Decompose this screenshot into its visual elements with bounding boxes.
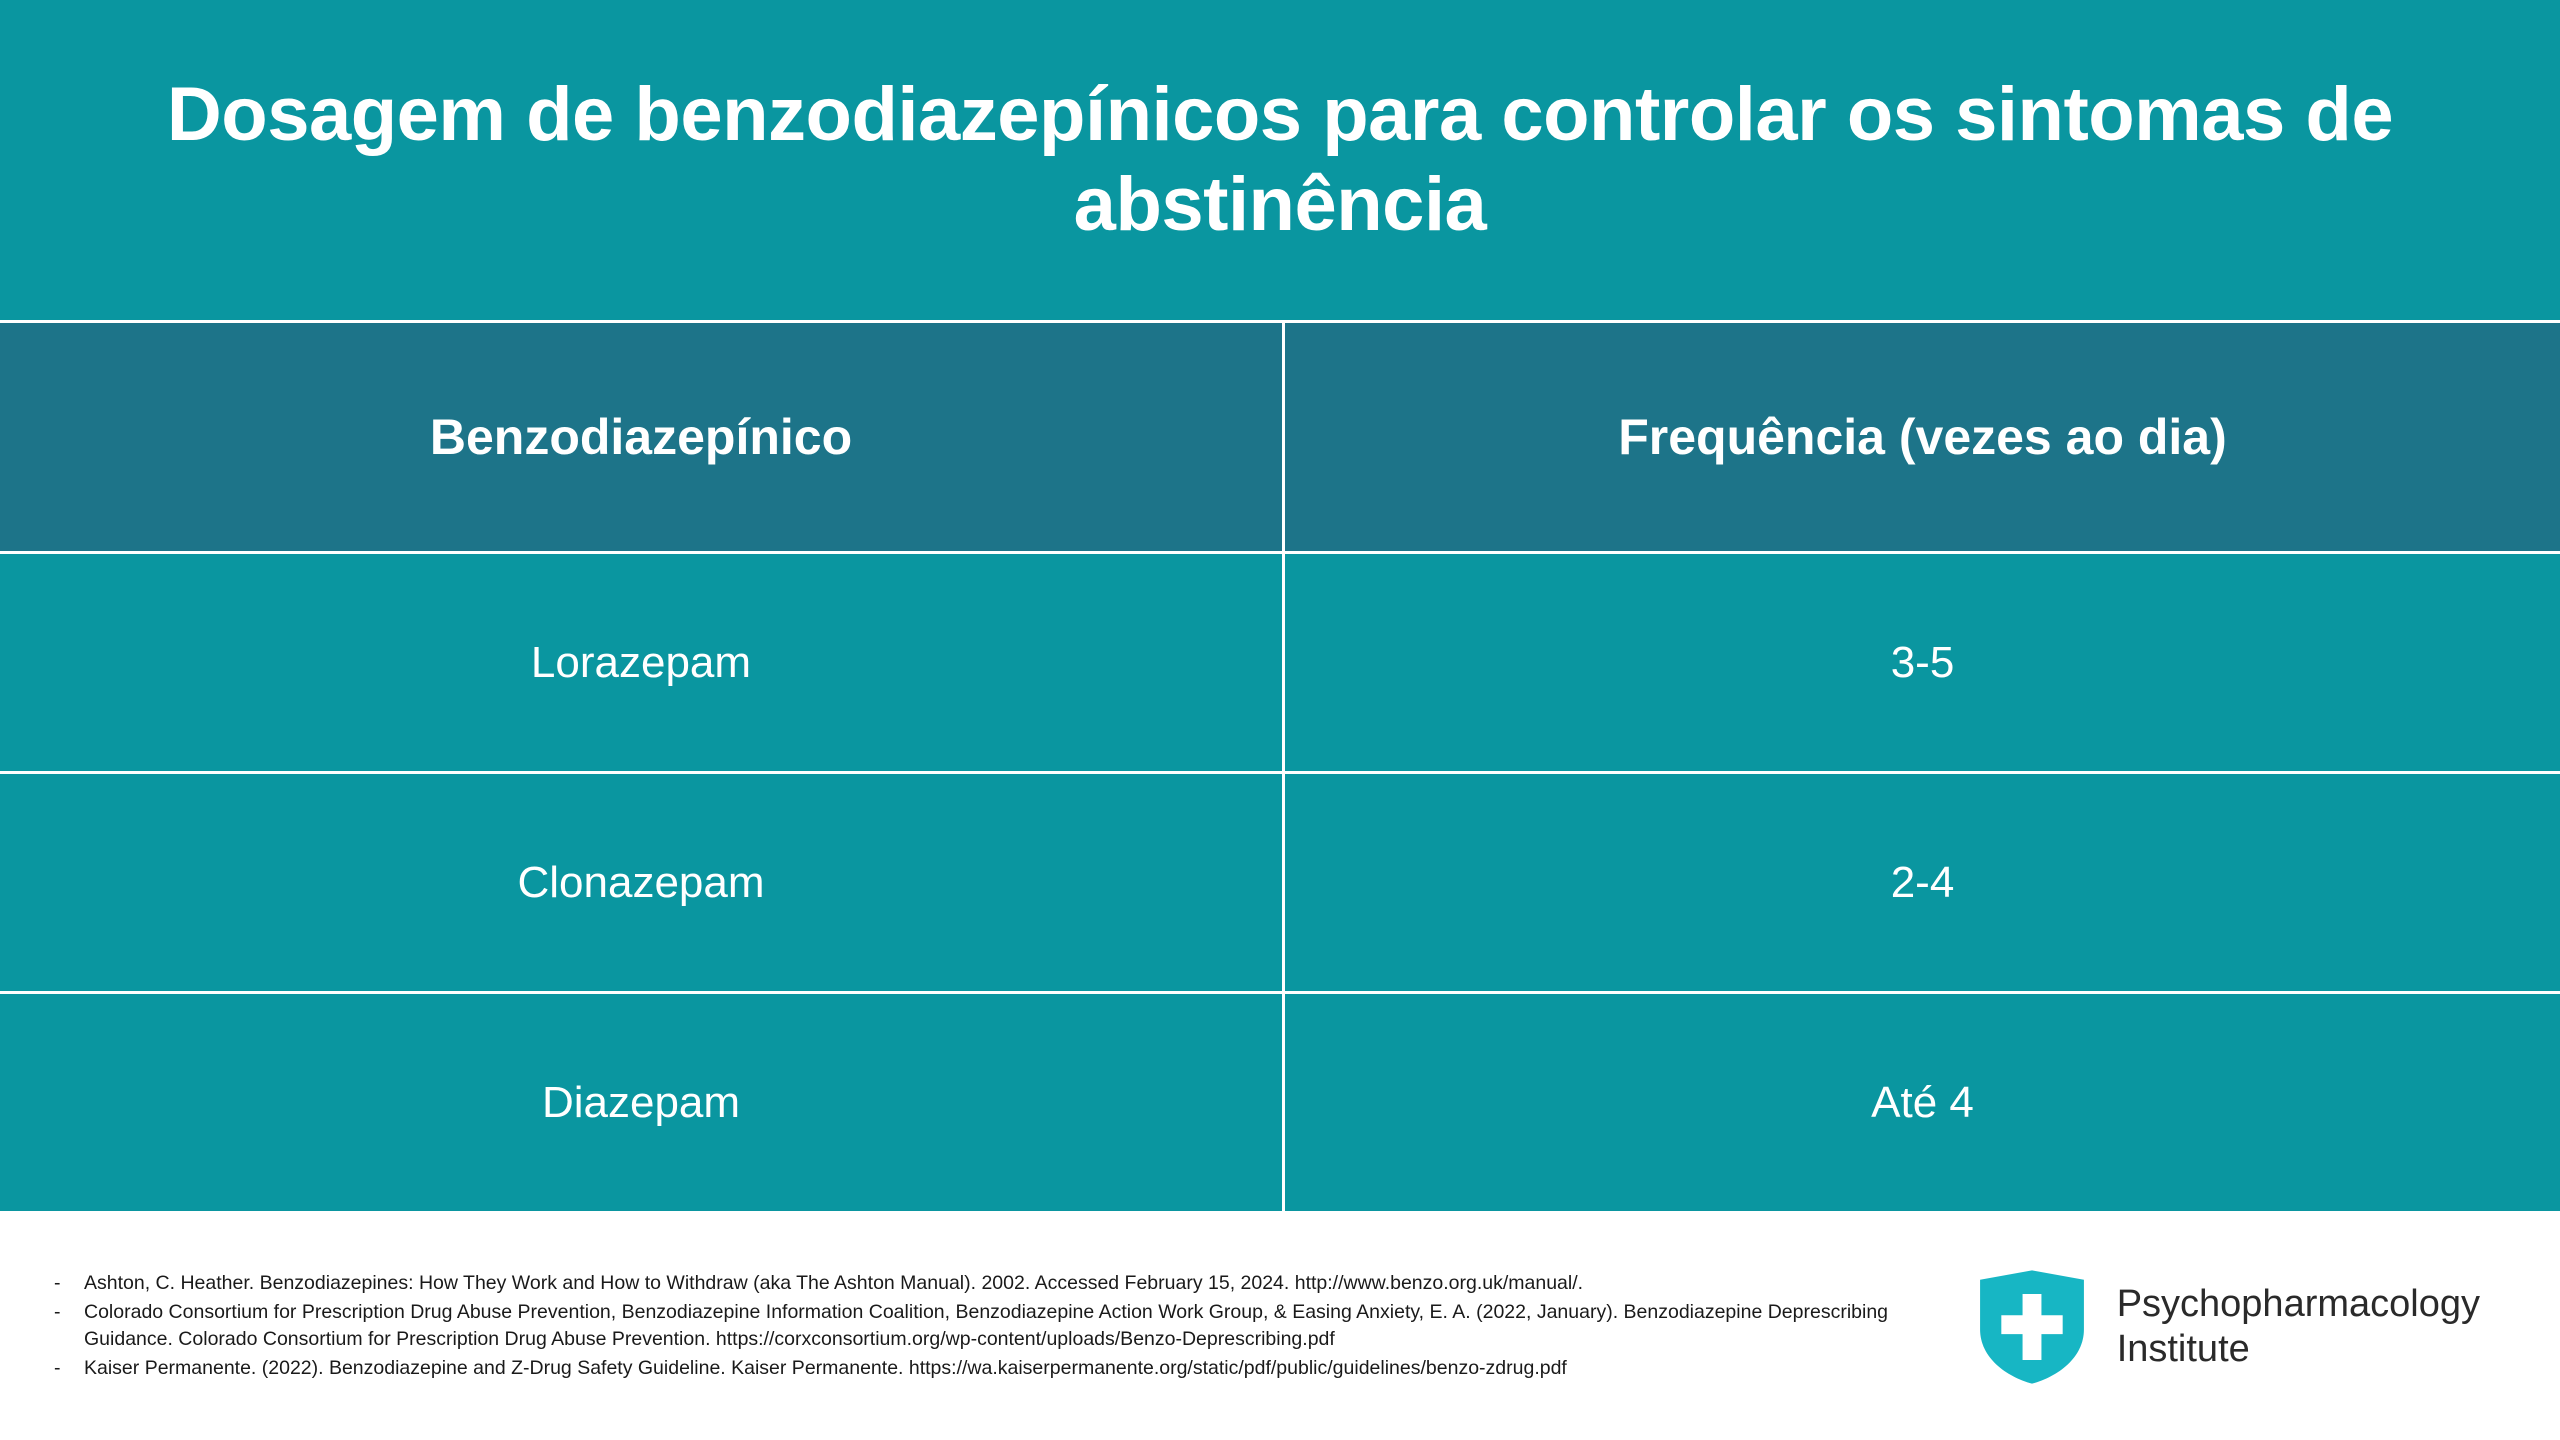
brand-logo bbox=[1973, 1268, 2500, 1386]
brand-name-line1: Psychopharmacology bbox=[2116, 1283, 2480, 1326]
cell-frequency: 2-4 bbox=[1890, 857, 1955, 907]
cell-drug-name: Diazepam bbox=[0, 994, 1285, 1211]
column-header-benzodiazepine: Benzodiazepínico bbox=[0, 323, 1285, 551]
bullet-dash: - bbox=[54, 1356, 61, 1379]
cell-drug-name: Lorazepam bbox=[0, 554, 1285, 771]
brand-name bbox=[2117, 1282, 2480, 1372]
page-title: Dosagem de benzodiazepínicos para controlar os sintomas de abstinência bbox=[166, 72, 2394, 247]
title-area bbox=[0, 0, 2560, 320]
reference-text: Kaiser Permanente. (2022). Benzodiazepine and Z-Drug Safety Guideline. Kaiser Permanente. https://wa.kaiserpermanente.org/static/pdf/public/guidelines/benzo-zdrug.pdf bbox=[84, 1356, 1567, 1379]
cell-drug-name: Clonazepam bbox=[0, 774, 1285, 991]
brand-name-line2: Institute bbox=[2116, 1328, 2250, 1370]
reference-item bbox=[50, 1270, 1920, 1297]
reference-text: Colorado Consortium for Prescription Drug Abuse Prevention, Benzodiazepine Information Coalition, Benzodiazepine Action Work Group, & Easing Anxiety, E. A. (2022, January). Benzodiazepine Deprescribing Guidance. Colorado Consortium for Prescription Drug Abuse Prevention. https://corxconsortium.org/wp-content/uploads/Benzo-Deprescribing.pdf bbox=[84, 1301, 1889, 1350]
bullet-dash: - bbox=[54, 1272, 61, 1295]
table-row bbox=[0, 771, 2560, 991]
table-row bbox=[0, 991, 2560, 1211]
column-header-frequency: Frequência (vezes ao dia) bbox=[1618, 409, 2227, 465]
cell-frequency: 3-5 bbox=[1890, 637, 1955, 687]
reference-item bbox=[50, 1355, 1920, 1382]
reference-text: Ashton, C. Heather. Benzodiazepines: How They Work and How to Withdraw (aka The Ashton Manual). 2002. Accessed February 15, 2024. http://www.benzo.org.uk/manual/. bbox=[84, 1272, 1584, 1295]
bullet-dash: - bbox=[54, 1301, 61, 1324]
dosage-table bbox=[0, 320, 2560, 1211]
cell-frequency: Até 4 bbox=[1871, 1077, 1974, 1127]
table-header-row bbox=[0, 323, 2560, 551]
footer bbox=[0, 1211, 2560, 1440]
references-list bbox=[50, 1270, 1920, 1384]
shield-icon bbox=[1973, 1268, 2091, 1386]
table-row bbox=[0, 551, 2560, 771]
reference-item bbox=[50, 1299, 1920, 1353]
